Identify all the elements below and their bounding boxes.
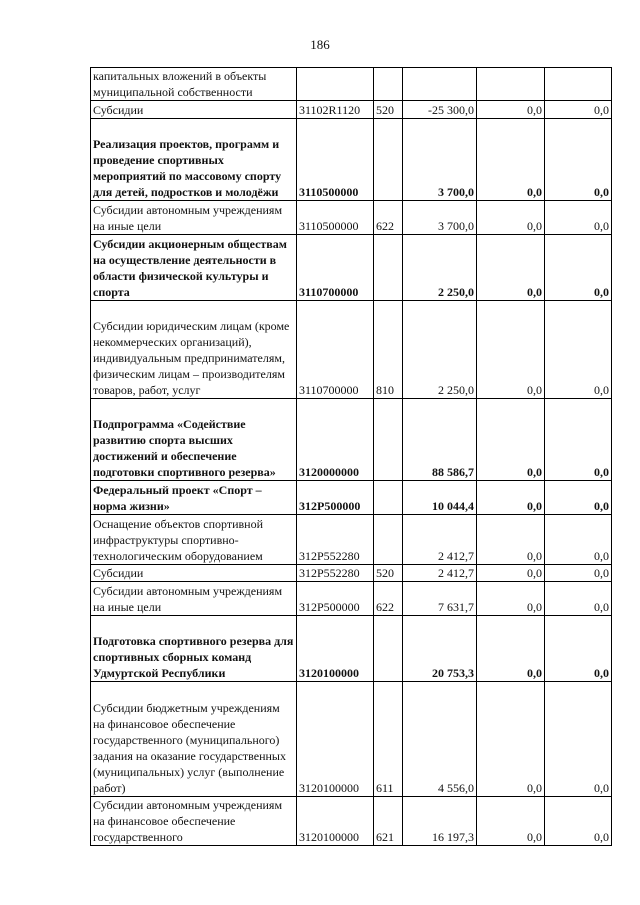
row-expense-type [374,68,403,101]
row-description: Субсидии бюджетным учреждениям на финансовое обеспечение государственного (муниципального) задания на оказание государственных (муниципальных) услуг (выполнение работ) [91,682,297,797]
row-expense-type [374,515,403,565]
row-expense-type: 621 [374,797,403,846]
row-amount-1: 2 412,7 [403,565,477,582]
row-amount-3: 0,0 [545,565,612,582]
row-expense-type [374,119,403,201]
row-amount-2 [477,68,545,101]
row-expense-type [374,481,403,515]
row-description: Реализация проектов, программ и проведение спортивных мероприятий по массовому спорту для детей, подростков и молодёжи [91,119,297,201]
row-amount-3: 0,0 [545,797,612,846]
row-amount-1: 10 044,4 [403,481,477,515]
row-amount-3: 0,0 [545,399,612,481]
row-amount-1: 7 631,7 [403,582,477,616]
row-amount-3 [545,68,612,101]
row-amount-1: 2 250,0 [403,301,477,399]
row-target-code: 3120100000 [297,797,374,846]
row-amount-2: 0,0 [477,616,545,682]
row-amount-2: 0,0 [477,797,545,846]
row-description: Субсидии автономным учреждениям на финансовое обеспечение государственного [91,797,297,846]
row-amount-2: 0,0 [477,235,545,301]
row-expense-type: 611 [374,682,403,797]
row-amount-1: 4 556,0 [403,682,477,797]
row-description: Федеральный проект «Спорт – норма жизни» [91,481,297,515]
row-target-code: 3120000000 [297,399,374,481]
table-row [91,101,612,119]
row-amount-1 [403,68,477,101]
table-row [91,301,612,399]
row-description: Оснащение объектов спортивной инфраструктуры спортивно-технологическим оборудованием [91,515,297,565]
row-target-code: 312P552280 [297,515,374,565]
budget-table-body [91,68,612,846]
row-description: Субсидии автономным учреждениям на иные цели [91,201,297,235]
row-expense-type: 622 [374,582,403,616]
table-row [91,201,612,235]
row-amount-1: 20 753,3 [403,616,477,682]
row-description: капитальных вложений в объекты муниципальной собственности [91,68,297,101]
row-target-code: 3110700000 [297,301,374,399]
row-amount-3: 0,0 [545,119,612,201]
row-expense-type [374,399,403,481]
row-expense-type: 622 [374,201,403,235]
row-amount-2: 0,0 [477,565,545,582]
table-row [91,235,612,301]
row-target-code: 312P500000 [297,481,374,515]
row-description: Подпрограмма «Содействие развитию спорта высших достижений и обеспечение подготовки спортивного резерва» [91,399,297,481]
row-target-code: 31102R1120 [297,101,374,119]
row-description: Субсидии акционерным обществам на осуществление деятельности в области физической культуры и спорта [91,235,297,301]
row-target-code: 3120100000 [297,616,374,682]
row-description: Подготовка спортивного резерва для спортивных сборных команд Удмуртской Республики [91,616,297,682]
row-amount-3: 0,0 [545,101,612,119]
row-amount-2: 0,0 [477,481,545,515]
row-expense-type: 520 [374,101,403,119]
row-expense-type [374,616,403,682]
row-target-code [297,68,374,101]
table-row [91,616,612,682]
row-target-code: 3120100000 [297,682,374,797]
row-amount-2: 0,0 [477,682,545,797]
row-target-code: 3110700000 [297,235,374,301]
row-amount-1: 2 412,7 [403,515,477,565]
row-amount-1: -25 300,0 [403,101,477,119]
row-amount-2: 0,0 [477,399,545,481]
table-row [91,682,612,797]
table-row [91,565,612,582]
table-row [91,119,612,201]
row-amount-3: 0,0 [545,201,612,235]
row-amount-2: 0,0 [477,201,545,235]
row-expense-type: 520 [374,565,403,582]
row-amount-2: 0,0 [477,301,545,399]
row-target-code: 3110500000 [297,119,374,201]
row-amount-1: 88 586,7 [403,399,477,481]
row-amount-2: 0,0 [477,515,545,565]
budget-table [90,67,612,846]
row-amount-3: 0,0 [545,235,612,301]
row-amount-2: 0,0 [477,582,545,616]
row-target-code: 312P552280 [297,565,374,582]
row-description: Субсидии [91,565,297,582]
row-amount-3: 0,0 [545,682,612,797]
page-number: 186 [310,37,330,52]
row-description: Субсидии юридическим лицам (кроме некоммерческих организаций), индивидуальным предпринимателям, физическим лицам – производителям товаров, работ, услуг [91,301,297,399]
row-target-code: 3110500000 [297,201,374,235]
row-amount-3: 0,0 [545,481,612,515]
row-amount-3: 0,0 [545,616,612,682]
row-amount-3: 0,0 [545,301,612,399]
table-row [91,399,612,481]
row-amount-2: 0,0 [477,101,545,119]
row-description: Субсидии автономным учреждениям на иные цели [91,582,297,616]
row-amount-1: 3 700,0 [403,201,477,235]
row-amount-1: 3 700,0 [403,119,477,201]
row-amount-3: 0,0 [545,515,612,565]
table-row [91,68,612,101]
row-amount-1: 16 197,3 [403,797,477,846]
table-row [91,582,612,616]
row-amount-3: 0,0 [545,582,612,616]
row-target-code: 312P500000 [297,582,374,616]
row-expense-type [374,235,403,301]
row-amount-1: 2 250,0 [403,235,477,301]
table-row [91,515,612,565]
table-row [91,797,612,846]
row-description: Субсидии [91,101,297,119]
table-row [91,481,612,515]
row-expense-type: 810 [374,301,403,399]
row-amount-2: 0,0 [477,119,545,201]
